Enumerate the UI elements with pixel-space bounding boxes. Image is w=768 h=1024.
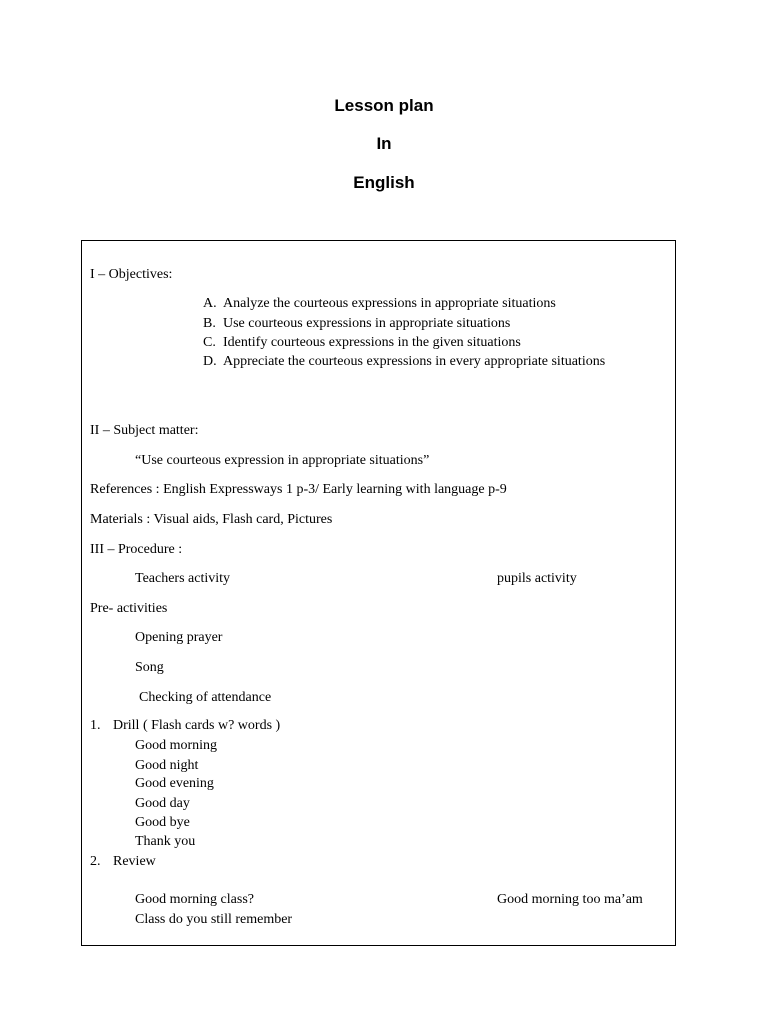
objective-label: A. (203, 296, 217, 311)
review-number: 2. (90, 854, 101, 869)
objective-text: Appreciate the courteous expressions in every appropriate situations (223, 354, 606, 369)
pre-activity-item: Song (135, 660, 164, 675)
review-title: Review (113, 854, 156, 869)
review-teacher-line: Class do you still remember (135, 912, 293, 927)
objective-text: Analyze the courteous expressions in appropriate situations (223, 296, 556, 311)
objective-label: B. (203, 316, 216, 331)
objective-text: Use courteous expressions in appropriate situations (223, 316, 511, 331)
teachers-activity-column: Teachers activity (135, 571, 231, 586)
objectives-heading: I – Objectives: (90, 267, 173, 282)
drill-number: 1. (90, 718, 101, 733)
materials-line: Materials : Visual aids, Flash card, Pictures (90, 512, 333, 527)
title-line-3: English (353, 173, 415, 192)
drill-word: Good day (135, 796, 190, 811)
objective-item (203, 335, 521, 351)
subject-matter-heading: II – Subject matter: (90, 423, 199, 438)
subject-quote: “Use courteous expression in appropriate situations” (135, 453, 430, 468)
objective-item (203, 354, 605, 370)
drill-word: Thank you (135, 834, 196, 849)
drill-word: Good bye (135, 815, 190, 830)
procedure-heading: III – Procedure : (90, 542, 183, 557)
pre-activities-heading: Pre- activities (90, 601, 168, 616)
drill-word: Good morning (135, 738, 218, 753)
review-pupil-line: Good morning too ma’am (497, 892, 643, 907)
drill-word: Good evening (135, 776, 214, 791)
pre-activity-item: Checking of attendance (139, 690, 272, 705)
title-line-2: In (376, 134, 392, 153)
references-line: References : English Expressways 1 p-3/ Early learning with language p-9 (90, 482, 507, 497)
drill-word: Good night (135, 758, 199, 773)
objective-text: Identify courteous expressions in the given situations (223, 335, 521, 350)
title-line-1: Lesson plan (334, 96, 434, 115)
objective-item (203, 296, 556, 312)
objective-label: C. (203, 335, 216, 350)
pre-activity-item: Opening prayer (135, 630, 223, 645)
pupils-activity-column: pupils activity (497, 571, 577, 586)
objective-label: D. (203, 354, 217, 369)
drill-title: Drill ( Flash cards w? words ) (113, 718, 281, 733)
review-teacher-line: Good morning class? (135, 892, 254, 907)
objective-item (203, 316, 510, 332)
